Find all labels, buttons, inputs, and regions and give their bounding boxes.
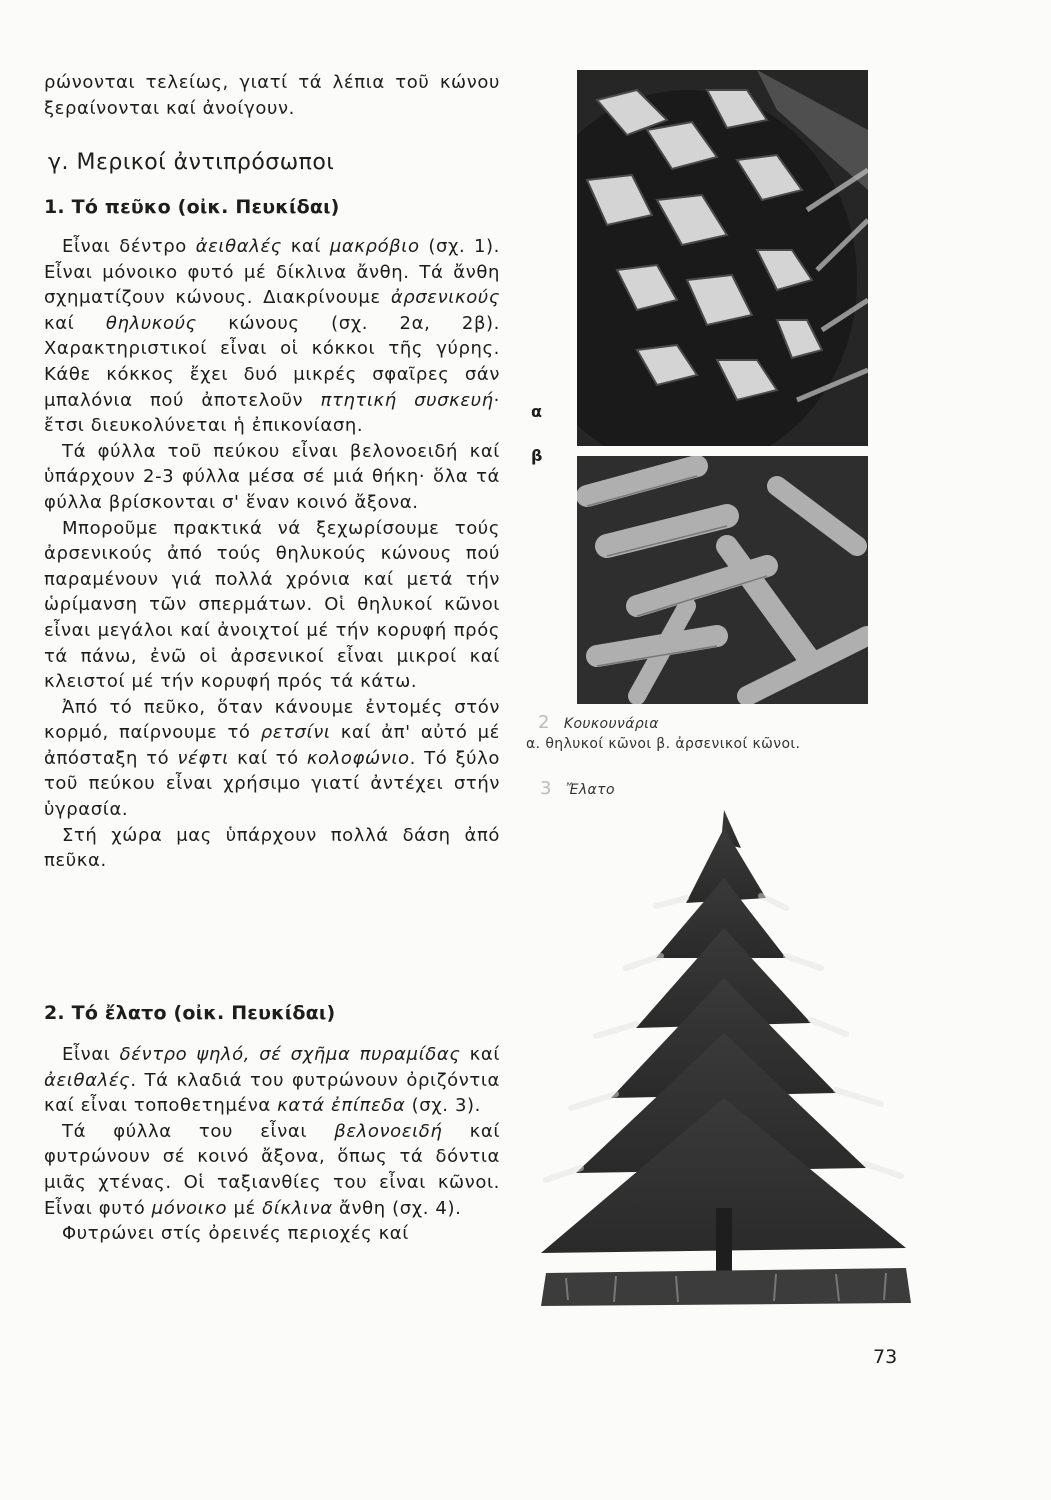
figure-2-title: Κουκουνάρια [563,716,659,732]
fir-paragraph-1: Εἶναι δέντρο ψηλό, σέ σχῆμα πυραμίδας καί ἀειθαλές. Τά κλαδιά του φυτρώνουν ὀριζόντια καί εἶναι τοποθετημένα κατά ἐπίπεδα (σχ. 3). [44,1044,501,1117]
female-cone-illustration [577,70,868,446]
figure-3-number: 3 [540,778,552,799]
figure-2-caption [538,712,659,733]
fir-body [44,1042,500,1247]
figure-2-subcaption: α. θηλυκοί κῶνοι β. ἀρσενικοί κῶνοι. [526,736,801,752]
figure-3-caption [540,778,615,799]
figure-label-a: α [531,402,542,421]
pine-heading: 1. Τό πεῦκο (οἰκ. Πευκίδαι) [44,196,340,218]
female-cone-photo [577,70,868,446]
section-heading: γ. Μερικοί ἀντιπρόσωποι [48,150,335,175]
pine-body [44,234,500,874]
fir-tree-illustration [536,808,916,1308]
male-cones-illustration [577,456,868,704]
intro-text: ρώνονται τελείως, γιατί τά λέπια τοῦ κώνου ξεραίνονται καί ἀνοίγουν. [44,72,500,119]
figure-3-title: Ἔλατο [565,782,615,798]
fir-heading: 2. Τό ἔλατο (οἰκ. Πευκίδαι) [44,1002,336,1024]
pine-paragraph-1: Εἶναι δέντρο ἀειθαλές καί μακρόβιο (σχ. 1). Εἶναι μόνοικο φυτό μέ δίκλινα ἄνθη. Τά ἄνθη σχηματίζουν κώνους. Διακρίνουμε ἀρσενικούς καί θηλυκούς κώνους (σχ. 2α, 2β). Χαρακτηριστικοί εἶναι οἱ κόκκοι τῆς γύρης. Κάθε κόκκος ἔχει δυό μικρές σφαῖρες σάν μπαλόνια πού ἀποτελοῦν πτητική συσκευή· ἔτσι διευκολύνεται ἡ ἐπικονίαση. [44,236,501,437]
male-cones-photo [577,456,868,704]
fir-paragraph-3: Φυτρώνει στίς ὀρεινές περιοχές καί [62,1223,409,1245]
pine-paragraph-2: Τά φύλλα τοῦ πεύκου εἶναι βελονοειδή καί ὑπάρχουν 2-3 φύλλα μέσα σέ μιά θήκη· ὅλα τά φύλλα βρίσκονται σ' ἕναν κοινό ἄξονα. [44,440,500,513]
page-number: 73 [873,1346,898,1368]
fir-paragraph-2: Τά φύλλα του εἶναι βελονοειδή καί φυτρώνουν σέ κοινό ἄξονα, ὅπως τά δόντια μιᾶς χτένας. Οἱ ταξιανθίες του εἶναι κῶνοι. Εἶναι φυτό μόνοικο μέ δίκλινα ἄνθη (σχ. 4). [44,1120,501,1219]
figure-2-number: 2 [538,712,550,733]
pine-paragraph-3: Μποροῦμε πρακτικά νά ξεχωρίσουμε τούς ἀρσενικούς ἀπό τούς θηλυκούς κώνους πού παραμένουν γιά πολλά χρόνια καί μετά τήν ὡρίμανση τῶν σπερμάτων. Οἱ θηλυκοί κῶνοι εἶναι μεγάλοι καί ἀνοιχτοί μέ τήν κορυφή πρός τά πάνω, ἐνῶ οἱ ἀρσενικοί εἶναι μικροί καί κλειστοί μέ τήν κορυφή πρός τά κάτω. [44,517,500,693]
figure-label-b: β [531,446,543,465]
pine-paragraph-5: Στή χώρα μας ὑπάρχουν πολλά δάση ἀπό πεῦκα. [44,824,500,872]
pine-paragraph-4: Ἀπό τό πεῦκο, ὅταν κάνουμε ἐντομές στόν κορμό, παίρνουμε τό ρετσίνι καί ἀπ' αὐτό μέ ἀπόσταξη τό νέφτι καί τό κολοφώνιο. Τό ξύλο τοῦ πεύκου εἶναι χρήσιμο γιατί ἀντέχει στήν ὑγρασία. [44,696,500,821]
